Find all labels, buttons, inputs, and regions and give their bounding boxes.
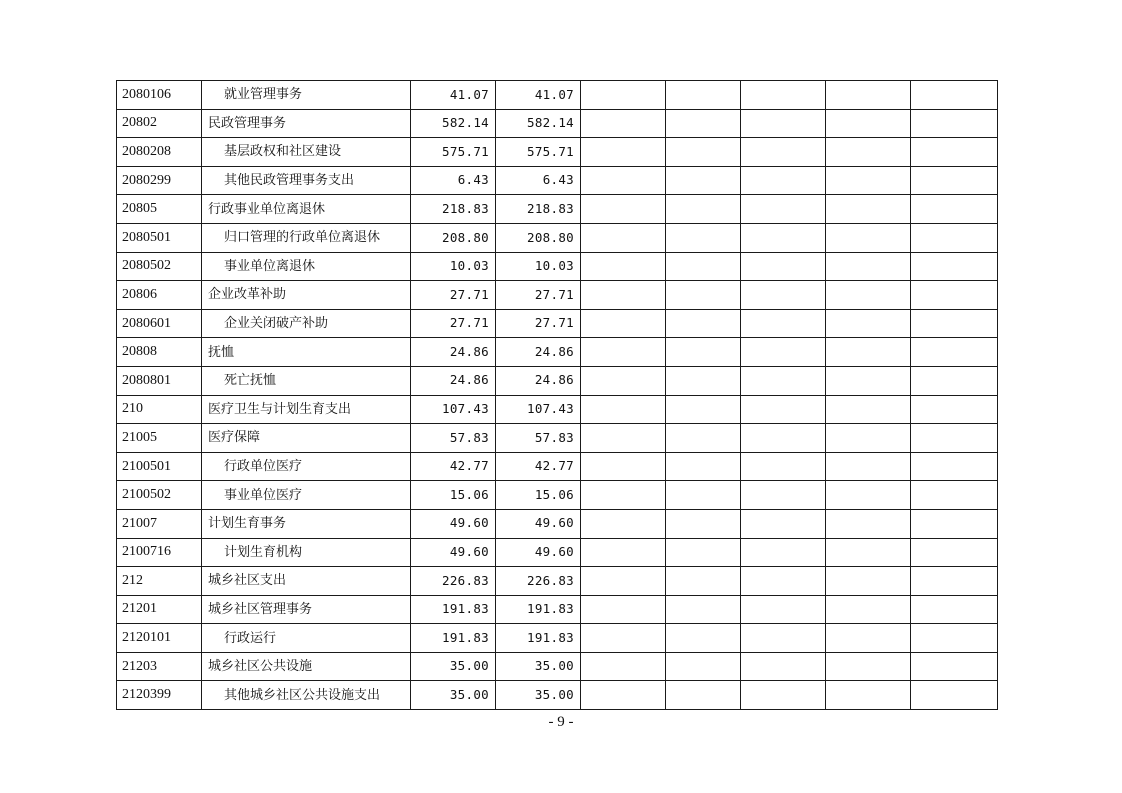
subject-code-cell: 2120399	[117, 681, 202, 710]
total-amount-cell: 15.06	[411, 481, 496, 510]
empty-cell	[741, 595, 826, 624]
empty-cell	[581, 595, 666, 624]
empty-cell	[666, 366, 741, 395]
amount-cell: 49.60	[496, 509, 581, 538]
empty-cell	[666, 109, 741, 138]
empty-cell	[911, 81, 998, 110]
subject-name-cell: 其他民政管理事务支出	[202, 166, 411, 195]
subject-code-cell: 20802	[117, 109, 202, 138]
subject-name-cell: 医疗卫生与计划生育支出	[202, 395, 411, 424]
subject-name-cell: 企业改革补助	[202, 281, 411, 310]
empty-cell	[911, 223, 998, 252]
empty-cell	[581, 481, 666, 510]
amount-cell: 6.43	[496, 166, 581, 195]
table-row	[117, 281, 998, 310]
empty-cell	[666, 223, 741, 252]
amount-cell: 208.80	[496, 223, 581, 252]
subject-name-cell: 归口管理的行政单位离退休	[202, 223, 411, 252]
empty-cell	[666, 481, 741, 510]
budget-table	[116, 80, 998, 710]
subject-code-cell: 21007	[117, 509, 202, 538]
table-row	[117, 195, 998, 224]
empty-cell	[666, 166, 741, 195]
total-amount-cell: 35.00	[411, 652, 496, 681]
empty-cell	[581, 281, 666, 310]
total-amount-cell: 24.86	[411, 366, 496, 395]
empty-cell	[741, 195, 826, 224]
total-amount-cell: 42.77	[411, 452, 496, 481]
subject-name-cell: 行政事业单位离退休	[202, 195, 411, 224]
empty-cell	[741, 624, 826, 653]
table-row	[117, 681, 998, 710]
empty-cell	[911, 195, 998, 224]
subject-name-cell: 城乡社区支出	[202, 567, 411, 596]
empty-cell	[741, 281, 826, 310]
amount-cell: 15.06	[496, 481, 581, 510]
empty-cell	[911, 567, 998, 596]
table-row	[117, 395, 998, 424]
subject-code-cell: 2080501	[117, 223, 202, 252]
empty-cell	[741, 366, 826, 395]
amount-cell: 24.86	[496, 338, 581, 367]
amount-cell: 582.14	[496, 109, 581, 138]
subject-code-cell: 2080502	[117, 252, 202, 281]
empty-cell	[911, 366, 998, 395]
empty-cell	[581, 624, 666, 653]
total-amount-cell: 218.83	[411, 195, 496, 224]
amount-cell: 218.83	[496, 195, 581, 224]
empty-cell	[666, 309, 741, 338]
empty-cell	[581, 366, 666, 395]
empty-cell	[741, 567, 826, 596]
empty-cell	[826, 281, 911, 310]
table-body	[117, 81, 998, 710]
empty-cell	[581, 509, 666, 538]
amount-cell: 575.71	[496, 138, 581, 167]
total-amount-cell: 57.83	[411, 424, 496, 453]
amount-cell: 191.83	[496, 624, 581, 653]
empty-cell	[826, 309, 911, 338]
amount-cell: 27.71	[496, 309, 581, 338]
empty-cell	[911, 424, 998, 453]
subject-code-cell: 21005	[117, 424, 202, 453]
total-amount-cell: 208.80	[411, 223, 496, 252]
subject-name-cell: 行政单位医疗	[202, 452, 411, 481]
empty-cell	[581, 681, 666, 710]
empty-cell	[826, 166, 911, 195]
empty-cell	[911, 109, 998, 138]
subject-code-cell: 21203	[117, 652, 202, 681]
empty-cell	[911, 166, 998, 195]
empty-cell	[581, 109, 666, 138]
subject-code-cell: 2100502	[117, 481, 202, 510]
empty-cell	[666, 338, 741, 367]
subject-code-cell: 2080601	[117, 309, 202, 338]
empty-cell	[826, 81, 911, 110]
empty-cell	[911, 252, 998, 281]
amount-cell: 49.60	[496, 538, 581, 567]
empty-cell	[666, 281, 741, 310]
amount-cell: 42.77	[496, 452, 581, 481]
empty-cell	[581, 166, 666, 195]
amount-cell: 191.83	[496, 595, 581, 624]
empty-cell	[666, 81, 741, 110]
empty-cell	[741, 252, 826, 281]
subject-code-cell: 20808	[117, 338, 202, 367]
table-row	[117, 624, 998, 653]
subject-code-cell: 2120101	[117, 624, 202, 653]
subject-name-cell: 其他城乡社区公共设施支出	[202, 681, 411, 710]
subject-code-cell: 210	[117, 395, 202, 424]
amount-cell: 35.00	[496, 652, 581, 681]
empty-cell	[911, 338, 998, 367]
empty-cell	[666, 138, 741, 167]
table-row	[117, 252, 998, 281]
amount-cell: 27.71	[496, 281, 581, 310]
total-amount-cell: 27.71	[411, 281, 496, 310]
empty-cell	[911, 281, 998, 310]
empty-cell	[666, 252, 741, 281]
empty-cell	[741, 395, 826, 424]
subject-name-cell: 抚恤	[202, 338, 411, 367]
total-amount-cell: 191.83	[411, 595, 496, 624]
subject-name-cell: 医疗保障	[202, 424, 411, 453]
empty-cell	[826, 109, 911, 138]
empty-cell	[581, 309, 666, 338]
subject-name-cell: 城乡社区管理事务	[202, 595, 411, 624]
empty-cell	[911, 309, 998, 338]
empty-cell	[741, 338, 826, 367]
empty-cell	[911, 395, 998, 424]
empty-cell	[826, 452, 911, 481]
empty-cell	[911, 595, 998, 624]
total-amount-cell: 10.03	[411, 252, 496, 281]
subject-code-cell: 21201	[117, 595, 202, 624]
empty-cell	[581, 452, 666, 481]
empty-cell	[826, 567, 911, 596]
table-row	[117, 138, 998, 167]
empty-cell	[826, 395, 911, 424]
empty-cell	[666, 195, 741, 224]
empty-cell	[741, 223, 826, 252]
subject-code-cell: 20806	[117, 281, 202, 310]
subject-code-cell: 2080106	[117, 81, 202, 110]
empty-cell	[741, 681, 826, 710]
table-row	[117, 652, 998, 681]
table-row	[117, 366, 998, 395]
empty-cell	[741, 481, 826, 510]
subject-name-cell: 民政管理事务	[202, 109, 411, 138]
table-row	[117, 567, 998, 596]
empty-cell	[826, 481, 911, 510]
table-row	[117, 223, 998, 252]
empty-cell	[581, 424, 666, 453]
table-row	[117, 81, 998, 110]
empty-cell	[741, 81, 826, 110]
empty-cell	[741, 166, 826, 195]
empty-cell	[911, 538, 998, 567]
empty-cell	[911, 481, 998, 510]
subject-name-cell: 死亡抚恤	[202, 366, 411, 395]
empty-cell	[581, 338, 666, 367]
empty-cell	[581, 81, 666, 110]
empty-cell	[741, 652, 826, 681]
subject-name-cell: 事业单位离退休	[202, 252, 411, 281]
amount-cell: 35.00	[496, 681, 581, 710]
table-row	[117, 109, 998, 138]
amount-cell: 10.03	[496, 252, 581, 281]
empty-cell	[666, 395, 741, 424]
total-amount-cell: 41.07	[411, 81, 496, 110]
subject-name-cell: 事业单位医疗	[202, 481, 411, 510]
table-row	[117, 595, 998, 624]
empty-cell	[911, 509, 998, 538]
table-row	[117, 538, 998, 567]
empty-cell	[826, 595, 911, 624]
empty-cell	[826, 252, 911, 281]
total-amount-cell: 27.71	[411, 309, 496, 338]
page-number: - 9 -	[548, 714, 574, 730]
empty-cell	[826, 681, 911, 710]
total-amount-cell: 24.86	[411, 338, 496, 367]
empty-cell	[581, 195, 666, 224]
total-amount-cell: 582.14	[411, 109, 496, 138]
empty-cell	[666, 595, 741, 624]
empty-cell	[911, 452, 998, 481]
subject-code-cell: 2080208	[117, 138, 202, 167]
empty-cell	[581, 138, 666, 167]
table-row	[117, 309, 998, 338]
subject-name-cell: 行政运行	[202, 624, 411, 653]
empty-cell	[666, 652, 741, 681]
empty-cell	[826, 366, 911, 395]
total-amount-cell: 49.60	[411, 509, 496, 538]
subject-name-cell: 计划生育机构	[202, 538, 411, 567]
subject-code-cell: 212	[117, 567, 202, 596]
table-row	[117, 452, 998, 481]
empty-cell	[741, 509, 826, 538]
amount-cell: 57.83	[496, 424, 581, 453]
empty-cell	[826, 138, 911, 167]
amount-cell: 226.83	[496, 567, 581, 596]
subject-code-cell: 2080299	[117, 166, 202, 195]
table-row	[117, 166, 998, 195]
table-row	[117, 509, 998, 538]
amount-cell: 24.86	[496, 366, 581, 395]
total-amount-cell: 575.71	[411, 138, 496, 167]
empty-cell	[826, 338, 911, 367]
empty-cell	[581, 223, 666, 252]
empty-cell	[741, 109, 826, 138]
empty-cell	[741, 138, 826, 167]
total-amount-cell: 35.00	[411, 681, 496, 710]
table-row	[117, 481, 998, 510]
empty-cell	[666, 538, 741, 567]
empty-cell	[581, 538, 666, 567]
empty-cell	[826, 538, 911, 567]
empty-cell	[911, 138, 998, 167]
empty-cell	[911, 652, 998, 681]
subject-name-cell: 基层政权和社区建设	[202, 138, 411, 167]
empty-cell	[826, 223, 911, 252]
subject-name-cell: 企业关闭破产补助	[202, 309, 411, 338]
empty-cell	[911, 681, 998, 710]
subject-name-cell: 城乡社区公共设施	[202, 652, 411, 681]
subject-code-cell: 2080801	[117, 366, 202, 395]
empty-cell	[581, 652, 666, 681]
empty-cell	[741, 424, 826, 453]
subject-code-cell: 20805	[117, 195, 202, 224]
empty-cell	[741, 538, 826, 567]
total-amount-cell: 6.43	[411, 166, 496, 195]
amount-cell: 107.43	[496, 395, 581, 424]
empty-cell	[581, 567, 666, 596]
total-amount-cell: 191.83	[411, 624, 496, 653]
subject-code-cell: 2100501	[117, 452, 202, 481]
empty-cell	[666, 567, 741, 596]
empty-cell	[741, 309, 826, 338]
empty-cell	[666, 509, 741, 538]
empty-cell	[911, 624, 998, 653]
empty-cell	[581, 252, 666, 281]
empty-cell	[666, 424, 741, 453]
amount-cell: 41.07	[496, 81, 581, 110]
empty-cell	[826, 424, 911, 453]
empty-cell	[826, 652, 911, 681]
subject-name-cell: 就业管理事务	[202, 81, 411, 110]
table-row	[117, 424, 998, 453]
total-amount-cell: 226.83	[411, 567, 496, 596]
total-amount-cell: 49.60	[411, 538, 496, 567]
empty-cell	[581, 395, 666, 424]
total-amount-cell: 107.43	[411, 395, 496, 424]
empty-cell	[826, 509, 911, 538]
subject-code-cell: 2100716	[117, 538, 202, 567]
subject-name-cell: 计划生育事务	[202, 509, 411, 538]
empty-cell	[826, 195, 911, 224]
table-row	[117, 338, 998, 367]
empty-cell	[741, 452, 826, 481]
empty-cell	[666, 624, 741, 653]
empty-cell	[666, 681, 741, 710]
empty-cell	[666, 452, 741, 481]
empty-cell	[826, 624, 911, 653]
